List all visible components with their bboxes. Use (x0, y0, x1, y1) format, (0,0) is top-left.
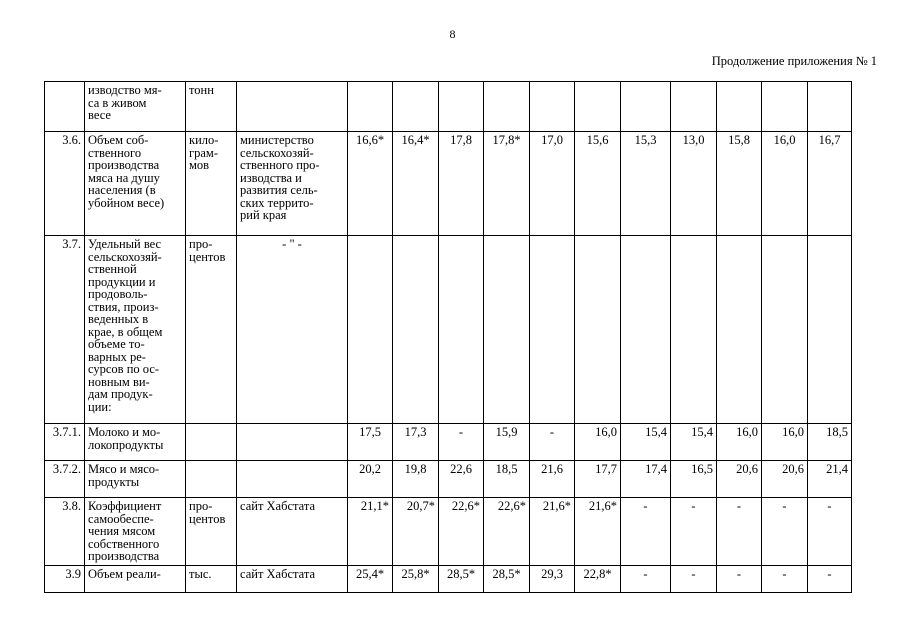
value-cell: 22,6 (439, 461, 484, 498)
value-cell (671, 236, 717, 424)
indicator-name (85, 461, 186, 498)
indicator-name-line: мяса на душу (88, 170, 160, 185)
indicator-name (85, 424, 186, 461)
indicator-name-line: са в живом (88, 95, 147, 110)
indicator-name-line: объеме то- (88, 337, 145, 351)
value-cell: 20,6 (717, 461, 762, 498)
value-cell: 21,4 (808, 461, 852, 498)
value-cell (530, 82, 575, 132)
row-number (45, 82, 85, 132)
value-cell (575, 82, 621, 132)
indicator-name-line: продукты (88, 474, 140, 489)
value-cell: 17,8 (439, 132, 484, 236)
value-cell: - (717, 565, 762, 592)
value-cell: 16,6* (348, 132, 393, 236)
value-cell (348, 82, 393, 132)
value-cell: - (530, 424, 575, 461)
indicator-name (85, 82, 186, 132)
unit-of-measure-line: центов (189, 511, 226, 526)
value-cell: 22,6* (439, 498, 484, 566)
value-cell: 16,0 (762, 132, 808, 236)
value-cell: 21,6* (530, 498, 575, 566)
value-cell: 17,5 (348, 424, 393, 461)
table-row (45, 498, 852, 566)
value-cell: 16,4* (393, 132, 439, 236)
unit-of-measure-line: про- (189, 237, 213, 251)
value-cell: 19,8 (393, 461, 439, 498)
value-cell: 20,7* (393, 498, 439, 566)
value-cell (621, 82, 671, 132)
row-number: 3.6. (45, 132, 85, 236)
value-cell: 16,5 (671, 461, 717, 498)
value-cell: 13,0 (671, 132, 717, 236)
value-cell: - (671, 498, 717, 566)
value-cell: 25,4* (348, 565, 393, 592)
unit-of-measure-line: про- (189, 499, 213, 513)
value-cell: 17,0 (530, 132, 575, 236)
indicator-name-line: Коэффициент (88, 499, 162, 513)
data-source (237, 498, 348, 566)
continuation-note: Продолжение приложения № 1 (711, 54, 877, 68)
value-cell: 17,3 (393, 424, 439, 461)
indicator-name-line: продоволь- (88, 287, 148, 301)
value-cell: 28,5* (439, 565, 484, 592)
indicator-name (85, 132, 186, 236)
value-cell: 15,4 (671, 424, 717, 461)
indicator-name-line: Молоко и мо- (88, 425, 161, 439)
table-row (45, 461, 852, 498)
value-cell: 18,5 (484, 461, 530, 498)
value-cell: 20,2 (348, 461, 393, 498)
indicator-name-line: ствия, произ- (88, 299, 159, 314)
row-number: 3.9 (45, 565, 85, 592)
unit-of-measure-line: мов (189, 158, 210, 172)
value-cell (808, 82, 852, 132)
value-cell (484, 82, 530, 132)
row-number: 3.7.1. (45, 424, 85, 461)
value-cell: 17,4 (621, 461, 671, 498)
unit-of-measure-line: центов (189, 249, 226, 264)
indicator-name-line: самообеспе- (88, 511, 154, 526)
value-cell: 28,5* (484, 565, 530, 592)
indicator-name-line: дам продук- (88, 387, 153, 401)
indicator-name-line: сурсов по ос- (88, 362, 160, 376)
data-source (237, 461, 348, 498)
table-row (45, 424, 852, 461)
value-cell (762, 236, 808, 424)
value-cell: 16,7 (808, 132, 852, 236)
value-cell: 17,8* (484, 132, 530, 236)
unit-of-measure (186, 565, 237, 592)
value-cell (439, 82, 484, 132)
table-row (45, 565, 852, 592)
value-cell: 21,1* (348, 498, 393, 566)
value-cell (348, 236, 393, 424)
value-cell: - (439, 424, 484, 461)
data-source (237, 82, 348, 132)
indicator-name-line: ции: (88, 399, 112, 414)
data-source-line: рий края (240, 208, 287, 222)
unit-of-measure (186, 236, 237, 424)
data-source-line: изводства и (240, 170, 302, 185)
value-cell: - (621, 565, 671, 592)
data-source-line: развития сель- (240, 183, 318, 197)
indicator-name-line: варных ре- (88, 349, 146, 364)
value-cell: - (717, 498, 762, 566)
unit-of-measure (186, 132, 237, 236)
value-cell (393, 236, 439, 424)
data-source-line: ских террито- (240, 195, 314, 210)
table-row (45, 132, 852, 236)
value-cell: 25,8* (393, 565, 439, 592)
indicators-table (44, 81, 852, 593)
value-cell: 18,5 (808, 424, 852, 461)
value-cell: - (621, 498, 671, 566)
indicator-name-line: крае, в общем (88, 324, 163, 339)
value-cell (621, 236, 671, 424)
value-cell: 15,8 (717, 132, 762, 236)
indicator-name-line: весе (88, 108, 111, 122)
indicator-name-line: чения мясом (88, 524, 156, 538)
indicator-name-line: ственного (88, 145, 142, 160)
value-cell (530, 236, 575, 424)
data-source-line: сельскохозяй- (240, 145, 314, 160)
data-source-line: - " - (282, 237, 302, 251)
indicator-name (85, 565, 186, 592)
value-cell: 21,6* (575, 498, 621, 566)
data-source-line: ственного про- (240, 158, 320, 172)
value-cell: 22,8* (575, 565, 621, 592)
data-source (237, 424, 348, 461)
value-cell: - (808, 498, 852, 566)
indicator-name-line: населения (в (88, 183, 156, 197)
indicator-name (85, 236, 186, 424)
value-cell: 15,6 (575, 132, 621, 236)
value-cell: - (762, 565, 808, 592)
indicator-name-line: локопродукты (88, 437, 164, 452)
unit-of-measure (186, 424, 237, 461)
value-cell (671, 82, 717, 132)
indicator-name-line: Мясо и мясо- (88, 462, 160, 476)
value-cell (484, 236, 530, 424)
unit-of-measure-line: тыс. (189, 566, 212, 581)
indicator-name-line: убойном весе) (88, 195, 165, 210)
table-row (45, 82, 852, 132)
unit-of-measure (186, 461, 237, 498)
indicator-name-line: сельскохозяй- (88, 249, 162, 264)
value-cell (762, 82, 808, 132)
value-cell: 20,6 (762, 461, 808, 498)
value-cell: 21,6 (530, 461, 575, 498)
value-cell: - (808, 565, 852, 592)
unit-of-measure (186, 498, 237, 566)
indicator-name-line: производства (88, 549, 160, 563)
indicator-name-line: продукции и (88, 274, 156, 289)
data-source-line: министерство (240, 133, 314, 147)
data-source-line: сайт Хабстата (240, 499, 316, 513)
value-cell: 16,0 (717, 424, 762, 461)
value-cell (717, 82, 762, 132)
indicator-name-line: веденных в (88, 312, 149, 326)
value-cell (439, 236, 484, 424)
indicator-name-line: Удельный вес (88, 237, 162, 251)
data-source (237, 132, 348, 236)
value-cell: 16,0 (762, 424, 808, 461)
value-cell: 17,7 (575, 461, 621, 498)
value-cell: 16,0 (575, 424, 621, 461)
indicator-name-line: новным ви- (88, 374, 150, 389)
unit-of-measure-line: кило- (189, 133, 219, 147)
row-number: 3.8. (45, 498, 85, 566)
indicator-name-line: собственного (88, 536, 160, 551)
value-cell (717, 236, 762, 424)
unit-of-measure (186, 82, 237, 132)
value-cell (808, 236, 852, 424)
value-cell: 15,3 (621, 132, 671, 236)
row-number: 3.7.2. (45, 461, 85, 498)
indicator-name-line: Объем реали- (88, 566, 161, 581)
data-source-line: сайт Хабстата (240, 566, 316, 581)
value-cell (575, 236, 621, 424)
data-source (237, 565, 348, 592)
indicator-name-line: изводство мя- (88, 83, 162, 97)
value-cell: 29,3 (530, 565, 575, 592)
value-cell: - (671, 565, 717, 592)
unit-of-measure-line: грам- (189, 145, 218, 160)
data-source (237, 236, 348, 424)
value-cell: 15,9 (484, 424, 530, 461)
unit-of-measure-line: тонн (189, 83, 214, 97)
value-cell: - (762, 498, 808, 566)
indicator-name (85, 498, 186, 566)
indicator-name-line: производства (88, 158, 160, 172)
value-cell: 22,6* (484, 498, 530, 566)
indicator-name-line: ственной (88, 262, 137, 276)
page-number: 8 (449, 27, 456, 41)
table-row (45, 236, 852, 424)
value-cell (393, 82, 439, 132)
value-cell: 15,4 (621, 424, 671, 461)
indicator-name-line: Объем соб- (88, 133, 149, 147)
row-number: 3.7. (45, 236, 85, 424)
